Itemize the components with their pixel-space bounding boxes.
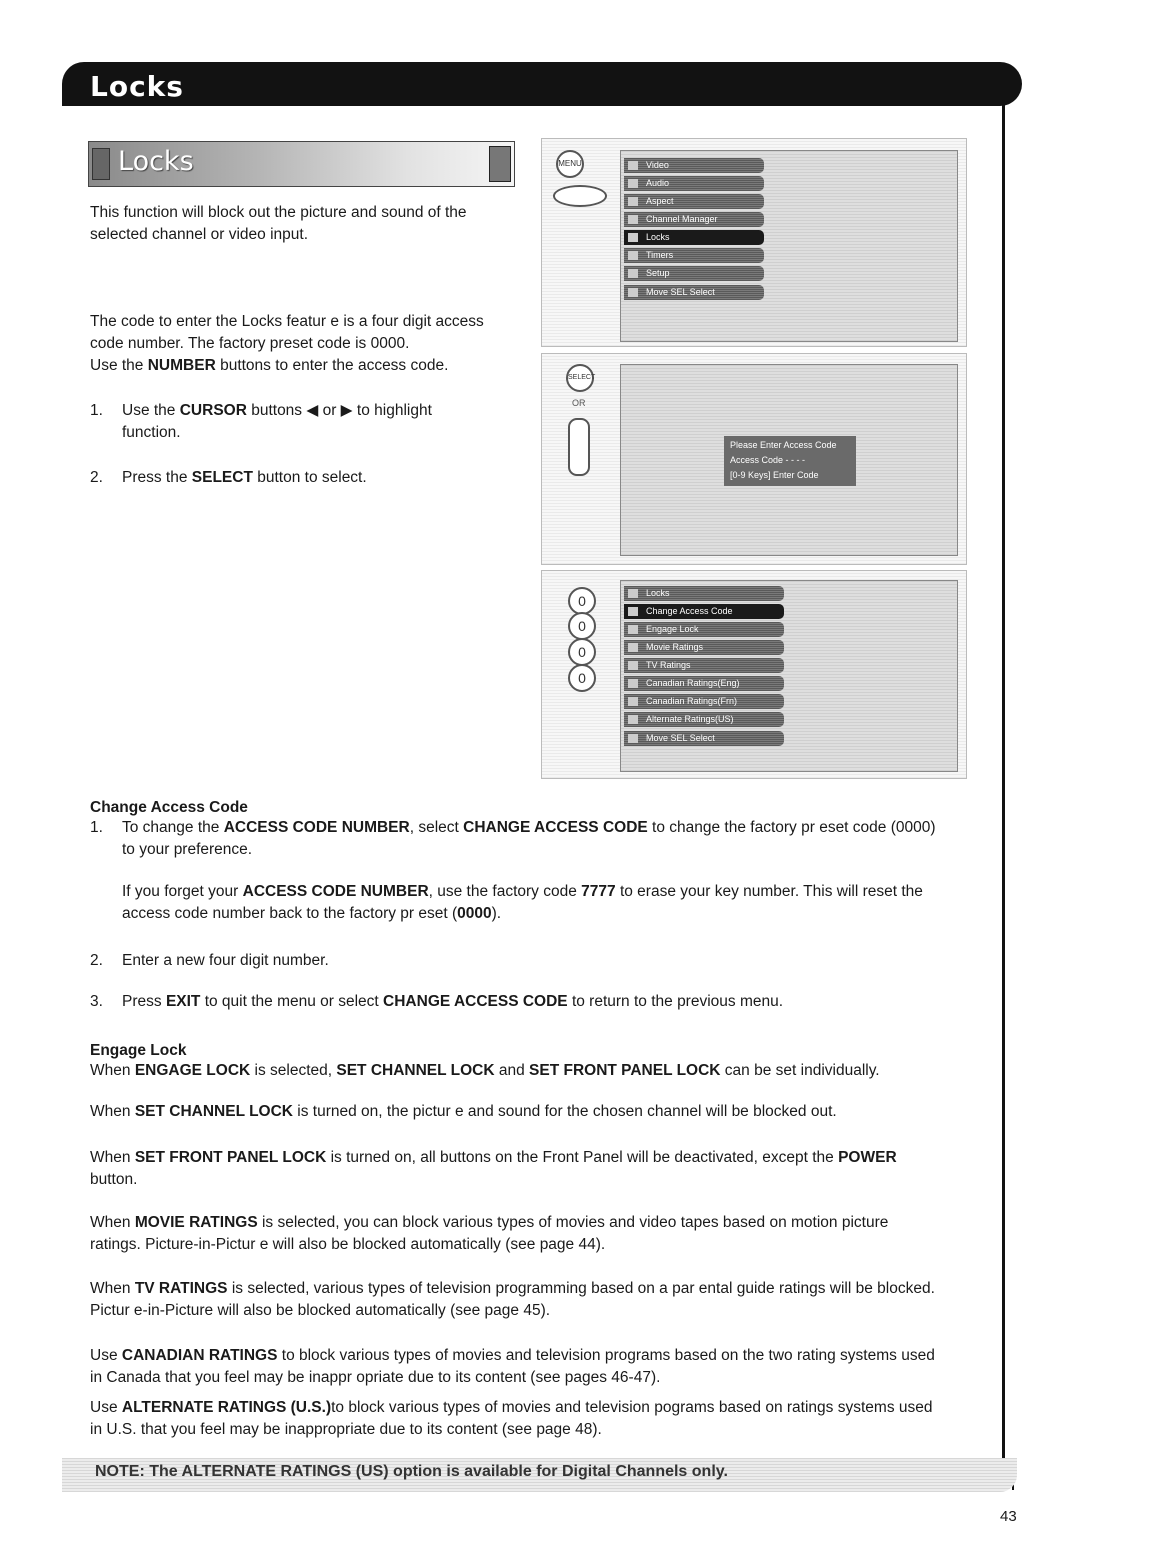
menu-item-timers: Timers: [624, 248, 764, 263]
change-step-1-text: To change the ACCESS CODE NUMBER, select CHANGE ACCESS CODE to change the factory pr eset code (0000) to your preference.: [122, 819, 936, 858]
step-2-number: 2.: [90, 469, 103, 486]
number-key-0-icon: 0: [568, 664, 596, 692]
menu-item-aspect: Aspect: [624, 194, 764, 209]
menu-item-setup: Setup: [624, 266, 764, 281]
locks-item-change-access-code: Change Access Code: [624, 604, 784, 619]
locks-menu: [624, 586, 784, 749]
menu-button-icon: MENU: [556, 150, 584, 178]
menu-item-locks: Locks: [624, 230, 764, 245]
step-1-number: 1.: [90, 402, 103, 419]
number-key-0-icon: 0: [568, 612, 596, 640]
page-title: Locks: [90, 70, 184, 103]
engage-paragraph-4: When MOVIE RATINGS is selected, you can block various types of movies and video tapes based on motion picture ratings. Picture-in-Pictur e will also be blocked automatically (see page 44).: [90, 1214, 889, 1253]
forget-code-text: If you forget your ACCESS CODE NUMBER, use the factory code 7777 to erase your key number. This will reset the access code number back to the factory pr eset (0000).: [122, 883, 923, 922]
number-key-0-icon: 0: [568, 638, 596, 666]
locks-item-canadian-eng: Canadian Ratings(Eng): [624, 676, 784, 691]
engage-paragraph-5: When TV RATINGS is selected, various types of television programming based on a par ental guide ratings will be blocked. Pictur e-in-Picture will also be blocked automatically (see page 45).: [90, 1280, 935, 1319]
change-step-2-number: 2.: [90, 952, 103, 969]
menu-item-audio: Audio: [624, 176, 764, 191]
engage-paragraph-6: Use CANADIAN RATINGS to block various types of movies and television programs based on the two rating systems used in Canada that you feel may be inappr opriate due to its content (see pages 46-47).: [90, 1347, 935, 1386]
change-step-1-number: 1.: [90, 819, 103, 836]
intro-paragraph-2: The code to enter the Locks featur e is a four digit access code number. The factory preset code is 0000. Use the NUMBER buttons to enter the access code.: [90, 313, 484, 374]
cursor-down-button-icon: [553, 185, 607, 207]
dialog-title: Please Enter Access Code: [730, 440, 837, 450]
intro-paragraph-1: This function will block out the picture and sound of the selected channel or video input.: [90, 204, 467, 243]
menu-item-channel-manager: Channel Manager: [624, 212, 764, 227]
locks-item-canadian-frn: Canadian Ratings(Frn): [624, 694, 784, 709]
dialog-hint: [0-9 Keys] Enter Code: [730, 470, 819, 480]
page-number: 43: [1000, 1508, 1017, 1525]
engage-paragraph-2: When SET CHANNEL LOCK is turned on, the pictur e and sound for the chosen channel will be blocked out.: [90, 1103, 837, 1120]
locks-item-engage-lock: Engage Lock: [624, 622, 784, 637]
main-menu: [624, 158, 764, 303]
header-bar: [62, 62, 1022, 106]
number-key-0-icon: 0: [568, 587, 596, 615]
engage-lock-heading: Engage Lock: [90, 1042, 187, 1059]
select-button-icon: SELECT: [566, 364, 594, 392]
cursor-right-button-icon: [568, 418, 590, 476]
or-label: OR: [572, 398, 586, 408]
locks-item-tv-ratings: TV Ratings: [624, 658, 784, 673]
engage-paragraph-7: Use ALTERNATE RATINGS (U.S.)to block various types of movies and television pograms based on ratings systems used in U.S. that you feel may be inappropriate due to its content (see page 48).: [90, 1399, 933, 1438]
dialog-code: Access Code - - - -: [730, 455, 806, 465]
access-code-dialog: [724, 436, 856, 486]
step-1-text: Use the CURSOR buttons ◀ or ▶ to highlight function.: [122, 402, 432, 441]
engage-paragraph-1: When ENGAGE LOCK is selected, SET CHANNEL LOCK and SET FRONT PANEL LOCK can be set individually.: [90, 1062, 880, 1079]
note-text: NOTE: The ALTERNATE RATINGS (US) option is available for Digital Channels only.: [95, 1463, 728, 1480]
menu-item-video: Video: [624, 158, 764, 173]
right-rule: [1002, 100, 1005, 1480]
menu-footer: Move SEL Select: [624, 285, 764, 300]
locks-menu-title: Locks: [624, 586, 784, 601]
banner-title: Locks: [118, 146, 194, 177]
change-step-3-text: Press EXIT to quit the menu or select CHANGE ACCESS CODE to return to the previous menu.: [122, 993, 784, 1010]
locks-menu-footer: Move SEL Select: [624, 731, 784, 746]
engage-paragraph-3: When SET FRONT PANEL LOCK is turned on, all buttons on the Front Panel will be deactivated, except the POWER button.: [90, 1149, 897, 1188]
banner-end-icon: [489, 146, 511, 182]
change-access-code-heading: Change Access Code: [90, 799, 248, 816]
step-2-text: Press the SELECT button to select.: [122, 469, 367, 486]
locks-item-alternate-us: Alternate Ratings(US): [624, 712, 784, 727]
lock-icon: [92, 148, 110, 180]
change-step-2-text: Enter a new four digit number.: [122, 952, 329, 969]
locks-item-movie-ratings: Movie Ratings: [624, 640, 784, 655]
change-step-3-number: 3.: [90, 993, 103, 1010]
